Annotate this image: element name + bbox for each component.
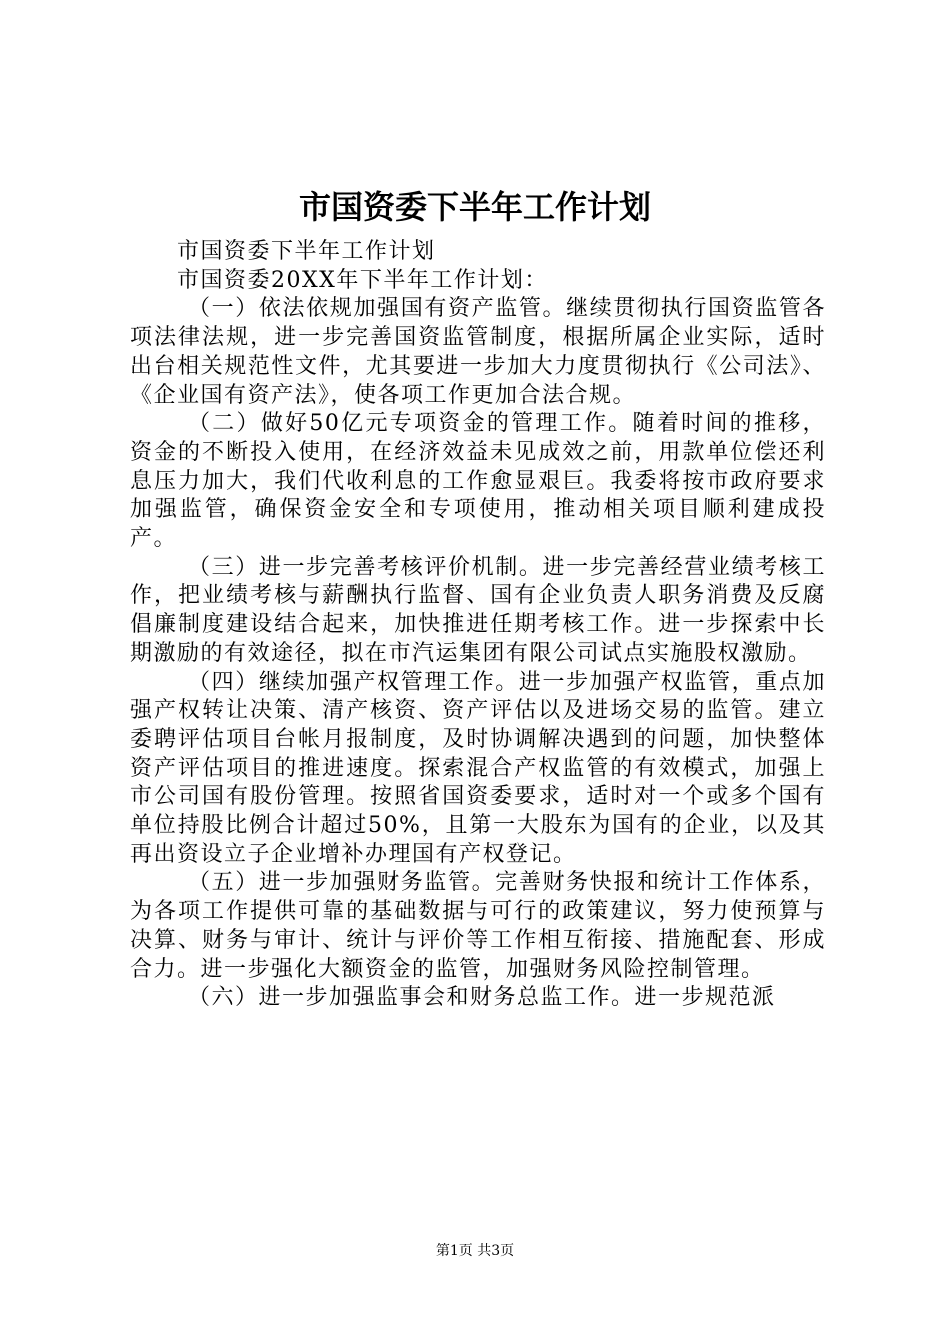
paragraph-2: （二）做好50亿元专项资金的管理工作。随着时间的推移，资金的不断投入使用，在经济效益未见成效之前，用款单位偿还利息压力加大，我们代收利息的工作愈显艰巨。我委将按市政府要求加强监管，确保资金安全和专项使用，推动相关项目顺利建成投产。 [130,411,826,552]
intro-line: 市国资委20XX年下半年工作计划： [177,267,548,293]
paragraph-4: （四）继续加强产权管理工作。进一步加强产权监管，重点加强产权转让决策、清产核资、资产评估以及进场交易的监管。建立委聘评估项目台帐月报制度，及时协调解决遇到的问题，加快整体资产评估项目的推进速度。探索混合产权监管的有效模式，加强上市公司国有股份管理。按照省国资委要求，适时对一个或多个国有单位持股比例合计超过50%，且第一大股东为国有的企业，以及其再出资设立子企业增补办理国有产权登记。 [130,669,826,867]
paragraph-6: （六）进一步加强监事会和财务总监工作。进一步规范派 [188,985,776,1011]
document-title: 市国资委下半年工作计划 [298,188,651,226]
subtitle-line: 市国资委下半年工作计划 [177,239,436,264]
document-body [130,238,826,1013]
paragraph-5: （五）进一步加强财务监管。完善财务快报和统计工作体系，为各项工作提供可靠的基础数据与可行的政策建议，努力使预算与决算、财务与审计、统计与评价等工作相互衔接、措施配套、形成合力。进一步强化大额资金的监管，加强财务风险控制管理。 [130,870,826,982]
page-footer: 第1页 共3页 [435,1243,515,1259]
paragraph-1: （一）依法依规加强国有资产监管。继续贯彻执行国资监管各项法律法规，进一步完善国资监管制度，根据所属企业实际，适时出台相关规范性文件，尤其要进一步加大力度贯彻执行《公司法》、《企业国有资产法》，使各项工作更加合法合规。 [130,296,826,408]
paragraph-3: （三）进一步完善考核评价机制。进一步完善经营业绩考核工作，把业绩考核与薪酬执行监督、国有企业负责人职务消费及反腐倡廉制度建设结合起来，加快推进任期考核工作。进一步探索中长期激励的有效途径，拟在市汽运集团有限公司试点实施股权激励。 [130,554,826,666]
